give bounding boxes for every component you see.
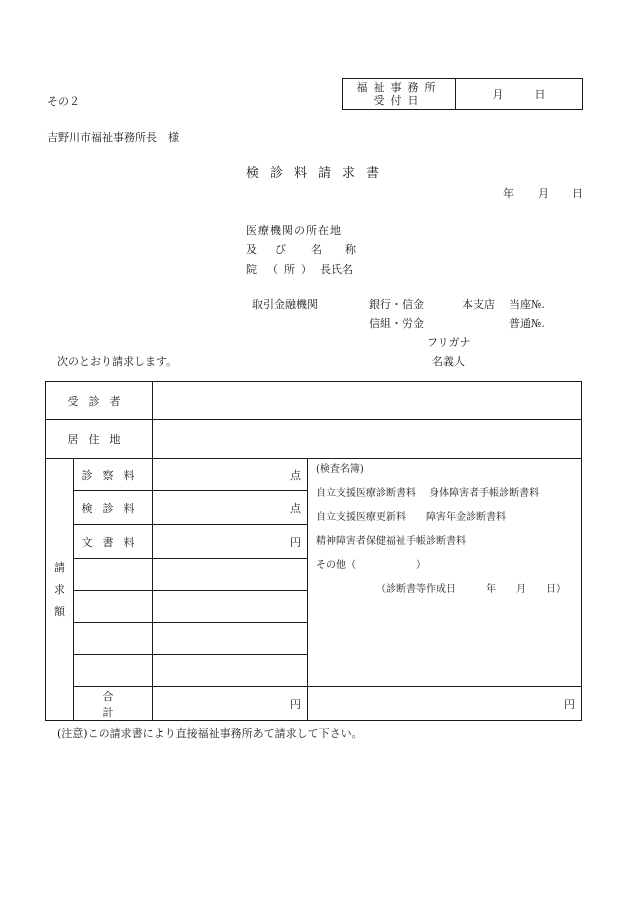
fee-unit: 点 bbox=[290, 501, 301, 515]
grand-total-field[interactable] bbox=[308, 687, 582, 721]
stamp-month: 月 bbox=[492, 88, 504, 101]
claim-amount-label bbox=[46, 459, 74, 721]
date-year: 年 bbox=[503, 187, 514, 200]
account-current-label: 当座№. bbox=[509, 298, 545, 311]
blank-amount-field[interactable] bbox=[153, 655, 308, 687]
request-statement: 次のとおり請求します。 bbox=[57, 355, 178, 368]
address-field[interactable] bbox=[153, 420, 582, 459]
applicant-line3-char: 所 bbox=[284, 263, 295, 276]
applicant-line2-char: 及 bbox=[246, 243, 257, 256]
bank-branch-label: 本支店 bbox=[462, 298, 495, 311]
bank-type-options-1: 銀行・信金 bbox=[369, 298, 424, 311]
applicant-line2-char: 名 bbox=[311, 243, 322, 256]
total-amount-field[interactable] bbox=[153, 687, 308, 721]
blank-amount-field[interactable] bbox=[153, 591, 308, 623]
blank-label-field[interactable] bbox=[74, 623, 153, 655]
fee-amount-field[interactable] bbox=[153, 491, 308, 525]
address-row bbox=[46, 420, 582, 459]
notes-line-5: （診断書等作成日 年 月 日） bbox=[376, 584, 566, 595]
blank-label-field[interactable] bbox=[74, 655, 153, 687]
blank-label-field[interactable] bbox=[74, 591, 153, 623]
applicant-line3-char: 長氏名 bbox=[320, 263, 353, 276]
fee-amount-field[interactable] bbox=[153, 525, 308, 559]
account-holder-label: 名義人 bbox=[432, 355, 465, 368]
fee-label: 文書料 bbox=[74, 525, 153, 559]
account-savings-label: 普通№. bbox=[509, 317, 545, 330]
applicant-address-label: 医療機関の所在地 bbox=[246, 224, 342, 237]
furigana-label: フリガナ bbox=[427, 336, 471, 349]
document-title: 検診料請求書 bbox=[246, 166, 391, 181]
reception-stamp-box bbox=[342, 78, 583, 110]
notes-line-4: その他（ ） bbox=[316, 560, 426, 571]
notes-heading: (検査名簿) bbox=[316, 464, 364, 475]
patient-row bbox=[46, 382, 582, 420]
total-label: 合計 bbox=[74, 687, 153, 721]
reception-office-label bbox=[343, 79, 456, 110]
notes-line-3: 精神障害者保健福祉手帳診断書料 bbox=[316, 536, 466, 547]
notes-line-2: 自立支援医療更新料 障害年金診断書料 bbox=[316, 512, 506, 523]
blank-amount-field[interactable] bbox=[153, 559, 308, 591]
address-label: 居住地 bbox=[46, 420, 153, 459]
exam-notes bbox=[308, 459, 582, 687]
applicant-line3-char: 院 bbox=[246, 263, 257, 276]
claim-label-text: 請求額 bbox=[54, 560, 65, 618]
form-number: その２ bbox=[47, 95, 80, 108]
applicant-line3-char: ） bbox=[301, 263, 312, 276]
blank-amount-field[interactable] bbox=[153, 623, 308, 655]
fee-row bbox=[46, 459, 582, 491]
total-unit: 円 bbox=[290, 697, 301, 711]
applicant-line3-char: （ bbox=[267, 263, 278, 276]
fee-unit: 円 bbox=[290, 535, 301, 549]
fee-label: 検診料 bbox=[74, 491, 153, 525]
bank-type-options-2: 信組・労金 bbox=[369, 317, 424, 330]
total-row bbox=[46, 687, 582, 721]
bank-label: 取引金融機関 bbox=[252, 298, 318, 311]
stamp-day: 日 bbox=[534, 88, 546, 101]
grand-total-unit: 円 bbox=[564, 697, 575, 711]
stamp-office-line1: 福祉事務所 bbox=[356, 81, 442, 94]
stamp-office-line2: 受付日 bbox=[373, 94, 425, 107]
fee-unit: 点 bbox=[290, 468, 301, 482]
addressee: 吉野川市福祉事務所長 様 bbox=[47, 131, 179, 144]
claim-table bbox=[45, 381, 582, 721]
date-month: 月 bbox=[538, 187, 549, 200]
notes-line-1: 自立支援医療診断書料 身体障害者手帳診断書料 bbox=[316, 488, 540, 499]
fee-amount-field[interactable] bbox=[153, 459, 308, 491]
fee-label: 診察料 bbox=[74, 459, 153, 491]
applicant-line2-char: 称 bbox=[345, 243, 356, 256]
blank-label-field[interactable] bbox=[74, 559, 153, 591]
patient-label: 受診者 bbox=[46, 382, 153, 420]
date-day: 日 bbox=[572, 187, 583, 200]
patient-field[interactable] bbox=[153, 382, 582, 420]
reception-date-field[interactable] bbox=[456, 79, 583, 110]
applicant-line2-char: び bbox=[275, 243, 286, 256]
footnote: (注意)この請求書により直接福祉事務所あて請求して下さい。 bbox=[57, 727, 363, 740]
